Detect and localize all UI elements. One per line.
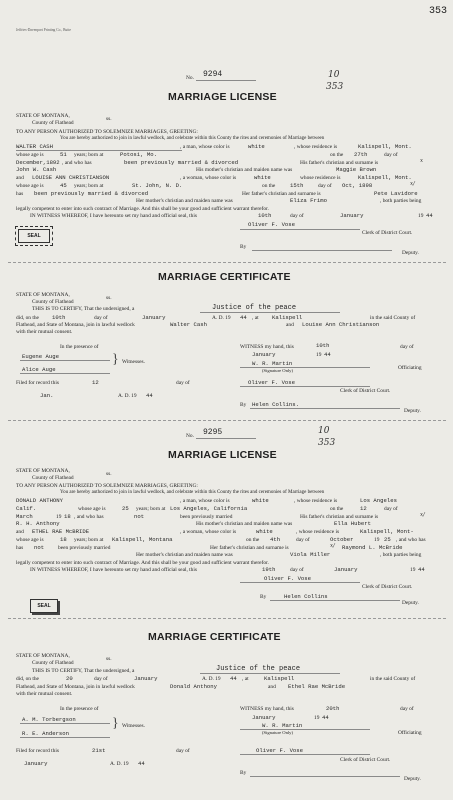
bride-birth-date: Oct, 1898	[342, 182, 373, 189]
day-of-label: day of	[384, 506, 398, 512]
witness-year: 44	[426, 212, 433, 219]
bride-father: Raymond L. McBride	[342, 544, 403, 551]
bride-birthplace: Kalispell, Montana	[112, 536, 173, 543]
hand-day: 20th	[326, 705, 340, 712]
groom-residence: Kalispell, Mont.	[358, 143, 412, 150]
cert-month: January	[142, 314, 166, 321]
bride-on-the-label: on the	[246, 537, 260, 543]
groom-color-label: , a man, whose color is	[180, 144, 230, 150]
witnesses-label: Witnesses.	[122, 723, 145, 729]
bride-birthplace: St. John, N. D.	[132, 182, 183, 189]
groom-father-label: His father's christian and surname is	[300, 514, 379, 520]
seal-label: SEAL	[37, 603, 51, 609]
license-no-label: No.	[186, 433, 194, 439]
deputy-label: Deputy.	[402, 600, 419, 606]
presence-label: In the presence of	[60, 706, 99, 712]
legally-text: legally competent to enter into such contract of Marriage. And this shall be your good and sufficient warrant therefor.	[16, 206, 269, 212]
cert-place: Kalispell	[264, 675, 295, 682]
cert-bride: Louise Ann Christianson	[302, 321, 380, 328]
groom-mother-label: His mother's christian and maiden name was	[196, 167, 293, 173]
bride-prev-married: been previously married & divorced	[34, 190, 149, 197]
filed-ad: A. D. 19	[118, 393, 137, 399]
groom-color-label: , a man, whose color is	[180, 498, 230, 504]
cert-groom: Walter Cash	[170, 321, 207, 328]
has-label: has	[16, 545, 24, 551]
handwritten-ref-2: 353	[318, 438, 336, 448]
cert-ss: ss.	[106, 295, 112, 301]
filed-day-of: day of	[176, 748, 190, 754]
bride-birth-month: October	[330, 536, 354, 543]
groom-prev-married: not	[134, 513, 145, 520]
bride-birth-day: 4th	[270, 536, 281, 543]
ss-label: ss.	[106, 471, 112, 477]
bride-mother: Viola Miller	[290, 551, 331, 558]
county-label: County of Flathead	[32, 475, 74, 481]
bride-birth-year: 25	[384, 536, 391, 543]
groom-birthplace: Potosi, Mo.	[120, 151, 157, 158]
witness-1: Eugene Auge	[22, 353, 59, 360]
handwritten-ref-2: 353	[326, 82, 344, 92]
groom-birthplace: Los Angeles, California	[170, 505, 248, 512]
groom-age: 51	[60, 151, 67, 158]
bride-age: 45	[60, 182, 67, 189]
witness-day: 19th	[262, 566, 276, 573]
groom-name: DONALD ANTHONY	[16, 497, 63, 504]
bride-color: white	[256, 528, 273, 535]
filed-month: January	[24, 760, 48, 767]
certificate-title: MARRIAGE CERTIFICATE	[158, 271, 291, 283]
county-label: County of Flathead	[32, 120, 74, 126]
cert-and: and	[268, 684, 276, 690]
witness-year-prefix: 19	[418, 213, 424, 219]
groom-father: John W. Cash	[16, 166, 57, 173]
page-number: 353	[428, 6, 447, 17]
officiant-title: Justice of the peace	[216, 665, 301, 673]
clerk-label: Clerk of District Court.	[362, 230, 413, 236]
cert-day-of: day of	[94, 315, 108, 321]
bride-birth-day: 15th	[290, 182, 304, 189]
bride-prev-label: , and who has	[396, 537, 426, 543]
ss-label: ss.	[106, 116, 112, 122]
cert-state: STATE OF MONTANA,	[16, 653, 70, 659]
consent-text: with their mutual consent.	[16, 691, 73, 697]
bride-father-mark: x/	[330, 543, 335, 549]
cert-state: STATE OF MONTANA,	[16, 292, 70, 298]
cert-ad: A. D. 19	[212, 315, 231, 321]
cert-deputy-label: Deputy.	[404, 408, 421, 414]
bride-father: Pete Lavidore	[374, 190, 418, 197]
groom-residence-2: Calif.	[16, 505, 37, 512]
handwritten-ref: 10	[328, 70, 340, 80]
groom-age: 25	[122, 505, 129, 512]
witness-hand: WITNESS my hand, this	[240, 344, 294, 350]
hand-year: 44	[324, 351, 331, 358]
cert-ad: A. D. 19	[202, 676, 221, 682]
bride-day-of-label: day of	[296, 537, 310, 543]
groom-mother-label: His mother's christian and maiden name was	[196, 521, 293, 527]
flathead-line: Flathead, and State of Montana, join in lawful wedlock	[16, 684, 135, 690]
by-label: By	[240, 244, 247, 250]
cert-clerk: Oliver F. Vose	[248, 379, 295, 386]
born-at-label: years; born at	[74, 152, 104, 158]
state-label: STATE OF MONTANA,	[16, 468, 70, 474]
cert-and: and	[286, 322, 294, 328]
seal-label: SEAL	[27, 233, 41, 239]
signature-label: (Signature Only)	[262, 368, 294, 373]
license-no-label: No.	[186, 75, 194, 81]
did-on-label: did, on the	[16, 315, 39, 321]
signature-label: (Signature Only)	[262, 730, 294, 735]
witness-1: A. M. Torbergson	[22, 716, 76, 723]
clerk-signature: Oliver F. Vose	[264, 575, 311, 582]
bride-mother: Eliza Frimo	[290, 197, 327, 204]
officiating-label: Officiating	[398, 730, 422, 736]
witness-day: 10th	[258, 212, 272, 219]
hand-day-of: day of	[400, 706, 414, 712]
groom-mother: Maggie Brown	[336, 166, 377, 173]
groom-name: WALTER CASH	[16, 143, 53, 150]
printer-imprint: Jeffries-Davenport Printing Co., Butte	[16, 28, 71, 32]
certify-text: THIS IS TO CERTIFY, That the undersigned, a	[32, 306, 135, 312]
bride-mother-label: Her mother's christian and maiden name was	[136, 552, 233, 558]
filed-day: 21st	[92, 747, 106, 754]
bride-day-of-label: day of	[318, 183, 332, 189]
cert-deputy: Helen Collins.	[252, 401, 299, 408]
groom-prev-married: been previously married & divorced	[124, 159, 239, 166]
officiant-title: Justice of the peace	[212, 304, 297, 312]
greeting: TO ANY PERSON AUTHORIZED TO SOLEMNIZE MARRIAGES, GREETING:	[16, 129, 198, 135]
bride-born-at-label: years; born at	[74, 537, 104, 543]
authorized-text: You are hereby authorized to join in lawful wedlock, and celebrate within this County the rites and ceremonies of Marriage between	[60, 136, 325, 141]
clerk-label: Clerk of District Court.	[362, 584, 413, 590]
officiant-signature: W. R. Martin	[252, 360, 293, 367]
state-label: STATE OF MONTANA,	[16, 113, 70, 119]
cert-year: 44	[230, 675, 237, 682]
deputy-signature: Helen Collins	[284, 593, 328, 600]
filed-label: Filed for record this	[16, 380, 59, 386]
filed-year: 44	[146, 392, 153, 399]
officiant-signature: W. R. Martin	[262, 722, 303, 729]
filed-year: 44	[138, 760, 145, 767]
consent-text: with their mutual consent.	[16, 329, 73, 335]
groom-residence-label: , whose residence is	[294, 144, 338, 150]
bride-father-label: Her father's christian and surname is	[242, 191, 321, 197]
hand-day: 10th	[316, 342, 330, 349]
bride-residence: Kalispell, Mont-	[360, 528, 414, 535]
cert-county: County of Flathead	[32, 660, 74, 666]
bride-color: white	[254, 174, 271, 181]
groom-birth-month-year: December,1892	[16, 159, 60, 166]
clerk-signature: Oliver F. Vose	[248, 221, 295, 228]
witness-year-prefix: 19	[410, 567, 416, 573]
groom-father-mark: x/	[420, 512, 425, 518]
cert-clerk-label: Clerk of District Court.	[340, 757, 391, 763]
hand-month: January	[252, 714, 276, 721]
groom-age-label: whose age is	[16, 152, 44, 158]
officiating-label: Officiating	[398, 365, 422, 371]
license-seal	[30, 599, 58, 613]
cert-month: January	[134, 675, 158, 682]
by-label: By	[260, 594, 267, 600]
groom-birth-day: 12	[360, 505, 367, 512]
bride-prev-tail: been previously married	[58, 545, 111, 551]
groom-prev-label: , and who has	[62, 160, 92, 166]
hand-year: 44	[322, 714, 329, 721]
cert-deputy-label: Deputy.	[404, 776, 421, 782]
cert-groom: Donald Anthony	[170, 683, 217, 690]
both-parties: , both parties being	[380, 198, 422, 204]
witness-text: IN WITNESS WHEREOF, I have hereunto set my hand and official seal, this	[30, 567, 197, 573]
groom-mother: Ella Hubert	[334, 520, 371, 527]
filed-ad: A. D. 19	[110, 761, 129, 767]
has-label: has	[16, 191, 24, 197]
deputy-label: Deputy.	[402, 250, 419, 256]
witnesses-label: Witnesses.	[122, 359, 145, 365]
both-parties: , both parties being	[380, 552, 422, 558]
cert-day-of: day of	[94, 676, 108, 682]
and-label: and	[16, 175, 24, 181]
groom-birth-month: March	[16, 513, 33, 520]
cert-in-said: in the said County of	[370, 676, 416, 682]
groom-father: R. H. Anthony	[16, 520, 60, 527]
bride-age-label: whose age is	[16, 183, 44, 189]
hand-year-prefix: 19	[316, 352, 322, 358]
cert-at-label: , at	[242, 676, 249, 682]
and-label: and	[16, 529, 24, 535]
hand-day-of: day of	[400, 344, 414, 350]
bride-mother-label: Her mother's christian and maiden name was	[136, 198, 233, 204]
bride-father-label: Her father's christian and surname is	[210, 545, 289, 551]
bride-birth-year-prefix: 19	[374, 537, 380, 543]
bride-name: LOUISE ANN CHRISTIANSON	[32, 174, 110, 181]
license-number: 9295	[203, 428, 223, 437]
flathead-line: Flathead, and State of Montana, join in lawful wedlock	[16, 322, 135, 328]
bride-prev-married: not	[34, 544, 45, 551]
witness-2: R. E. Anderson	[22, 730, 69, 737]
groom-color: white	[248, 143, 265, 150]
born-at-label: years; born at	[136, 506, 166, 512]
on-the-label: on the	[330, 152, 344, 158]
groom-father-mark: x	[420, 158, 424, 164]
handwritten-ref: 10	[318, 426, 330, 436]
cert-in-said: in the said County of	[370, 315, 416, 321]
bride-residence: Kalispell, Mont.	[358, 174, 412, 181]
did-on-label: did, on the	[16, 676, 39, 682]
legally-text: legally competent to enter into such contract of Marriage. And this shall be your good and sufficient warrant therefor.	[16, 560, 269, 566]
witness-hand: WITNESS my hand, this	[240, 706, 294, 712]
license-number: 9294	[203, 70, 223, 79]
on-the-label: on the	[330, 506, 344, 512]
cert-day: 20	[66, 675, 73, 682]
witness-text: IN WITNESS WHEREOF, I have hereunto set my hand and official seal, this	[30, 213, 197, 219]
license-title: MARRIAGE LICENSE	[168, 449, 277, 461]
day-of-label: day of	[384, 152, 398, 158]
witness-2: Alice Auge	[22, 366, 56, 373]
cert-place: Kalispell	[272, 314, 303, 321]
cert-day: 10th	[52, 314, 66, 321]
groom-residence-label: , whose residence is	[294, 498, 338, 504]
cert-by: By	[240, 402, 247, 408]
cert-at-label: , at	[252, 315, 259, 321]
cert-bride: Ethel Rae McBride	[288, 683, 346, 690]
bride-name: ETHEL RAE McBRIDE	[32, 528, 90, 535]
bride-age: 18	[60, 536, 67, 543]
witness-day-of: day of	[290, 213, 304, 219]
witness-month: January	[334, 566, 358, 573]
groom-residence: Los Angeles	[360, 497, 397, 504]
presence-label: In the presence of	[60, 344, 99, 350]
certify-text: THIS IS TO CERTIFY, That the undersigned, a	[32, 668, 135, 674]
bride-residence-label: whose residence is	[300, 175, 341, 181]
authorized-text: You are hereby authorized to join in lawful wedlock, and celebrate within this County the rites and ceremonies of Marriage between	[60, 490, 325, 495]
bride-color-label: , a woman, whose color is	[180, 529, 237, 535]
bride-on-the-label: on the	[262, 183, 276, 189]
witness-month: January	[340, 212, 364, 219]
bride-born-at-label: years; born at	[74, 183, 104, 189]
cert-clerk: Oliver F. Vose	[256, 747, 303, 754]
hand-month: January	[252, 351, 276, 358]
cert-by: By	[240, 770, 247, 776]
cert-year: 44	[240, 314, 247, 321]
witness-day-of: day of	[290, 567, 304, 573]
groom-age-label: whose age is	[78, 506, 106, 512]
cert-ss: ss.	[106, 656, 112, 662]
greeting: TO ANY PERSON AUTHORIZED TO SOLEMNIZE MARRIAGES, GREETING:	[16, 483, 198, 489]
filed-month: Jan.	[40, 392, 54, 399]
groom-color: white	[252, 497, 269, 504]
groom-prev-tail: been previously married	[180, 514, 233, 520]
cert-clerk-label: Clerk of District Court.	[340, 388, 391, 394]
bride-age-label: whose age is	[16, 537, 44, 543]
filed-day-of: day of	[176, 380, 190, 386]
groom-birth-year: 18	[64, 513, 71, 520]
groom-birth-year-prefix: 19	[56, 514, 62, 520]
cert-county: County of Flathead	[32, 299, 74, 305]
certificate-title: MARRIAGE CERTIFICATE	[148, 631, 281, 643]
hand-year-prefix: 19	[314, 715, 320, 721]
filed-label: Filed for record this	[16, 748, 59, 754]
groom-birth-day: 27th	[354, 151, 368, 158]
filed-day: 12	[92, 379, 99, 386]
groom-prev-label: , and who has	[74, 514, 104, 520]
bride-residence-label: , whose residence is	[296, 529, 340, 535]
bride-birth-mark: x/	[410, 181, 415, 187]
witness-year: 44	[418, 566, 425, 573]
bride-color-label: , a woman, whose color is	[180, 175, 237, 181]
license-title: MARRIAGE LICENSE	[168, 91, 277, 103]
groom-father-label: His father's christian and surname is	[300, 160, 379, 166]
license-seal	[18, 229, 50, 243]
